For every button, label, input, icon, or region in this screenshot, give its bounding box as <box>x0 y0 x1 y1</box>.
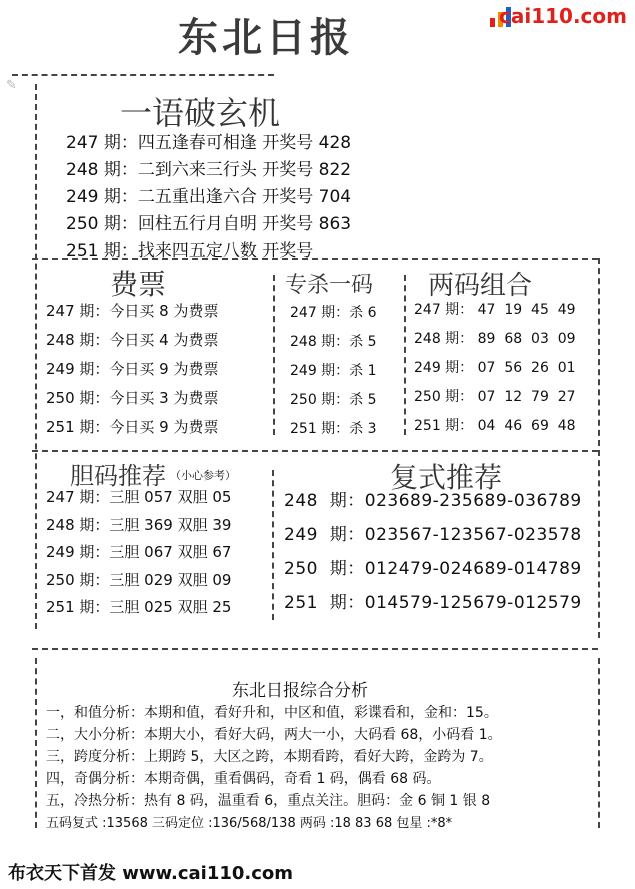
danma-row: 250 期：三胆 029 双胆 09 <box>46 570 232 589</box>
frame-analysis-right <box>598 658 600 828</box>
fushi-row: 249 期：023567-123567-023578 <box>284 525 582 545</box>
frame-mid-2 <box>32 450 598 452</box>
divider-3 <box>272 470 274 620</box>
feipiao-row: 251 期：今日买 9 为费票 <box>46 418 219 436</box>
row-text: ：二五重出逢六合 开奖号 704 <box>120 187 352 207</box>
yiyu-row <box>66 155 351 182</box>
yiyu-row <box>66 182 351 209</box>
row-text: ：回柱五行月自明 开奖号 863 <box>120 214 352 234</box>
yiyu-list <box>66 128 351 263</box>
analysis-row: 一，和值分析：本期和值，看好升和，中区和值，彩谍看和，金和：15。 <box>46 705 498 721</box>
zhuansha-list <box>290 302 377 447</box>
frame-top-left <box>12 74 274 76</box>
danma-title: 胆码推荐 <box>70 462 166 490</box>
frame-left <box>35 84 37 629</box>
issue-number: 248 期 <box>66 160 121 180</box>
zhuansha-title: 专杀一码 <box>285 273 374 298</box>
liangma-row: 249 期： 07 56 26 01 <box>414 360 576 376</box>
feipiao-row: 250 期：今日买 3 为费票 <box>46 389 219 407</box>
analysis-title: 东北日报综合分析 <box>232 681 368 701</box>
issue-number: 250 期 <box>66 214 121 234</box>
issue-number: 251 期 <box>66 241 121 261</box>
zhuansha-row: 249 期：杀 1 <box>290 363 377 379</box>
danma-row: 251 期：三胆 025 双胆 25 <box>46 598 232 616</box>
zhuansha-row: 247 期：杀 6 <box>290 305 377 321</box>
analysis-row: 五，冷热分析：热有 8 码，温重看 6，重点关注。胆码：金 6 铜 1 银 8 <box>46 793 491 809</box>
feipiao-row: 248 期：今日买 4 为费票 <box>46 331 219 349</box>
yiyu-title: 一语破玄机 <box>120 94 281 132</box>
liangma-row: 247 期： 47 19 45 49 <box>414 302 576 318</box>
liangma-row: 251 期： 04 46 69 48 <box>414 418 576 434</box>
yiyu-row <box>66 236 351 263</box>
frame-analysis-left <box>35 658 37 828</box>
footer-link[interactable]: 布衣天下首发 www.cai110.com <box>8 863 294 884</box>
fushi-row: 248 期：023689-235689-036789 <box>284 491 582 511</box>
divider-2 <box>404 275 406 435</box>
analysis-row: 五码复式 :13568 三码定位 :136/568/138 两码 :18 83 68 包星 :*8* <box>46 816 453 831</box>
zhuansha-row: 251 期：杀 3 <box>290 421 377 437</box>
liangma-list <box>414 299 576 444</box>
yiyu-row <box>66 209 351 236</box>
analysis-row: 三，跨度分析：上期跨 5，大区之跨，本期看跨，看好大跨，金跨为 7。 <box>46 749 493 765</box>
divider-1 <box>273 275 275 435</box>
analysis-row: 二，大小分析：本期大小，看好大码，两大一小，大码看 68，小码看 1。 <box>46 727 502 743</box>
danma-row: 249 期：三胆 067 双胆 67 <box>46 543 232 561</box>
liangma-row: 250 期： 07 12 79 27 <box>414 389 576 405</box>
feipiao-list <box>46 300 218 445</box>
issue-number: 249 期 <box>66 187 121 207</box>
zhuansha-row: 250 期：杀 5 <box>290 392 377 408</box>
feipiao-row: 249 期：今日买 9 为费票 <box>46 360 219 378</box>
fushi-list <box>284 486 582 622</box>
fushi-row: 250 期：012479-024689-014789 <box>284 559 582 579</box>
danma-row: 247 期：三胆 057 双胆 05 <box>46 488 232 506</box>
frame-analysis-top <box>32 648 598 650</box>
row-text: ：四五逢春可相逢 开奖号 428 <box>120 133 352 153</box>
row-text: ：二到六来三行头 开奖号 822 <box>120 160 352 180</box>
feipiao-row: 247 期：今日买 8 为费票 <box>46 302 219 320</box>
fushi-row: 251 期：014579-125679-012579 <box>284 593 582 613</box>
liangma-title: 两码组合 <box>428 271 533 301</box>
liangma-row: 248 期： 89 68 03 09 <box>414 331 576 347</box>
feipiao-title: 费票 <box>110 268 167 301</box>
danma-note: （小心参考） <box>170 469 236 482</box>
danma-list <box>46 486 231 624</box>
issue-number: 247 期 <box>66 133 121 153</box>
row-text: ：找来四五定八数 开奖号 <box>120 241 314 261</box>
analysis-row: 四，奇偶分析：本期奇偶，重看偶码，奇看 1 码，偶看 68 码。 <box>46 771 441 787</box>
danma-row: 248 期：三胆 369 双胆 39 <box>46 515 232 534</box>
yiyu-row <box>66 128 351 155</box>
site-url: cai110.com <box>499 4 627 28</box>
watermark: ✎ <box>6 78 17 93</box>
zhuansha-row: 248 期：杀 5 <box>290 334 377 350</box>
analysis-list <box>46 702 502 834</box>
frame-right <box>598 258 600 638</box>
masthead-title: 东北日报 <box>178 14 354 61</box>
fushi-title: 复式推荐 <box>390 461 503 494</box>
